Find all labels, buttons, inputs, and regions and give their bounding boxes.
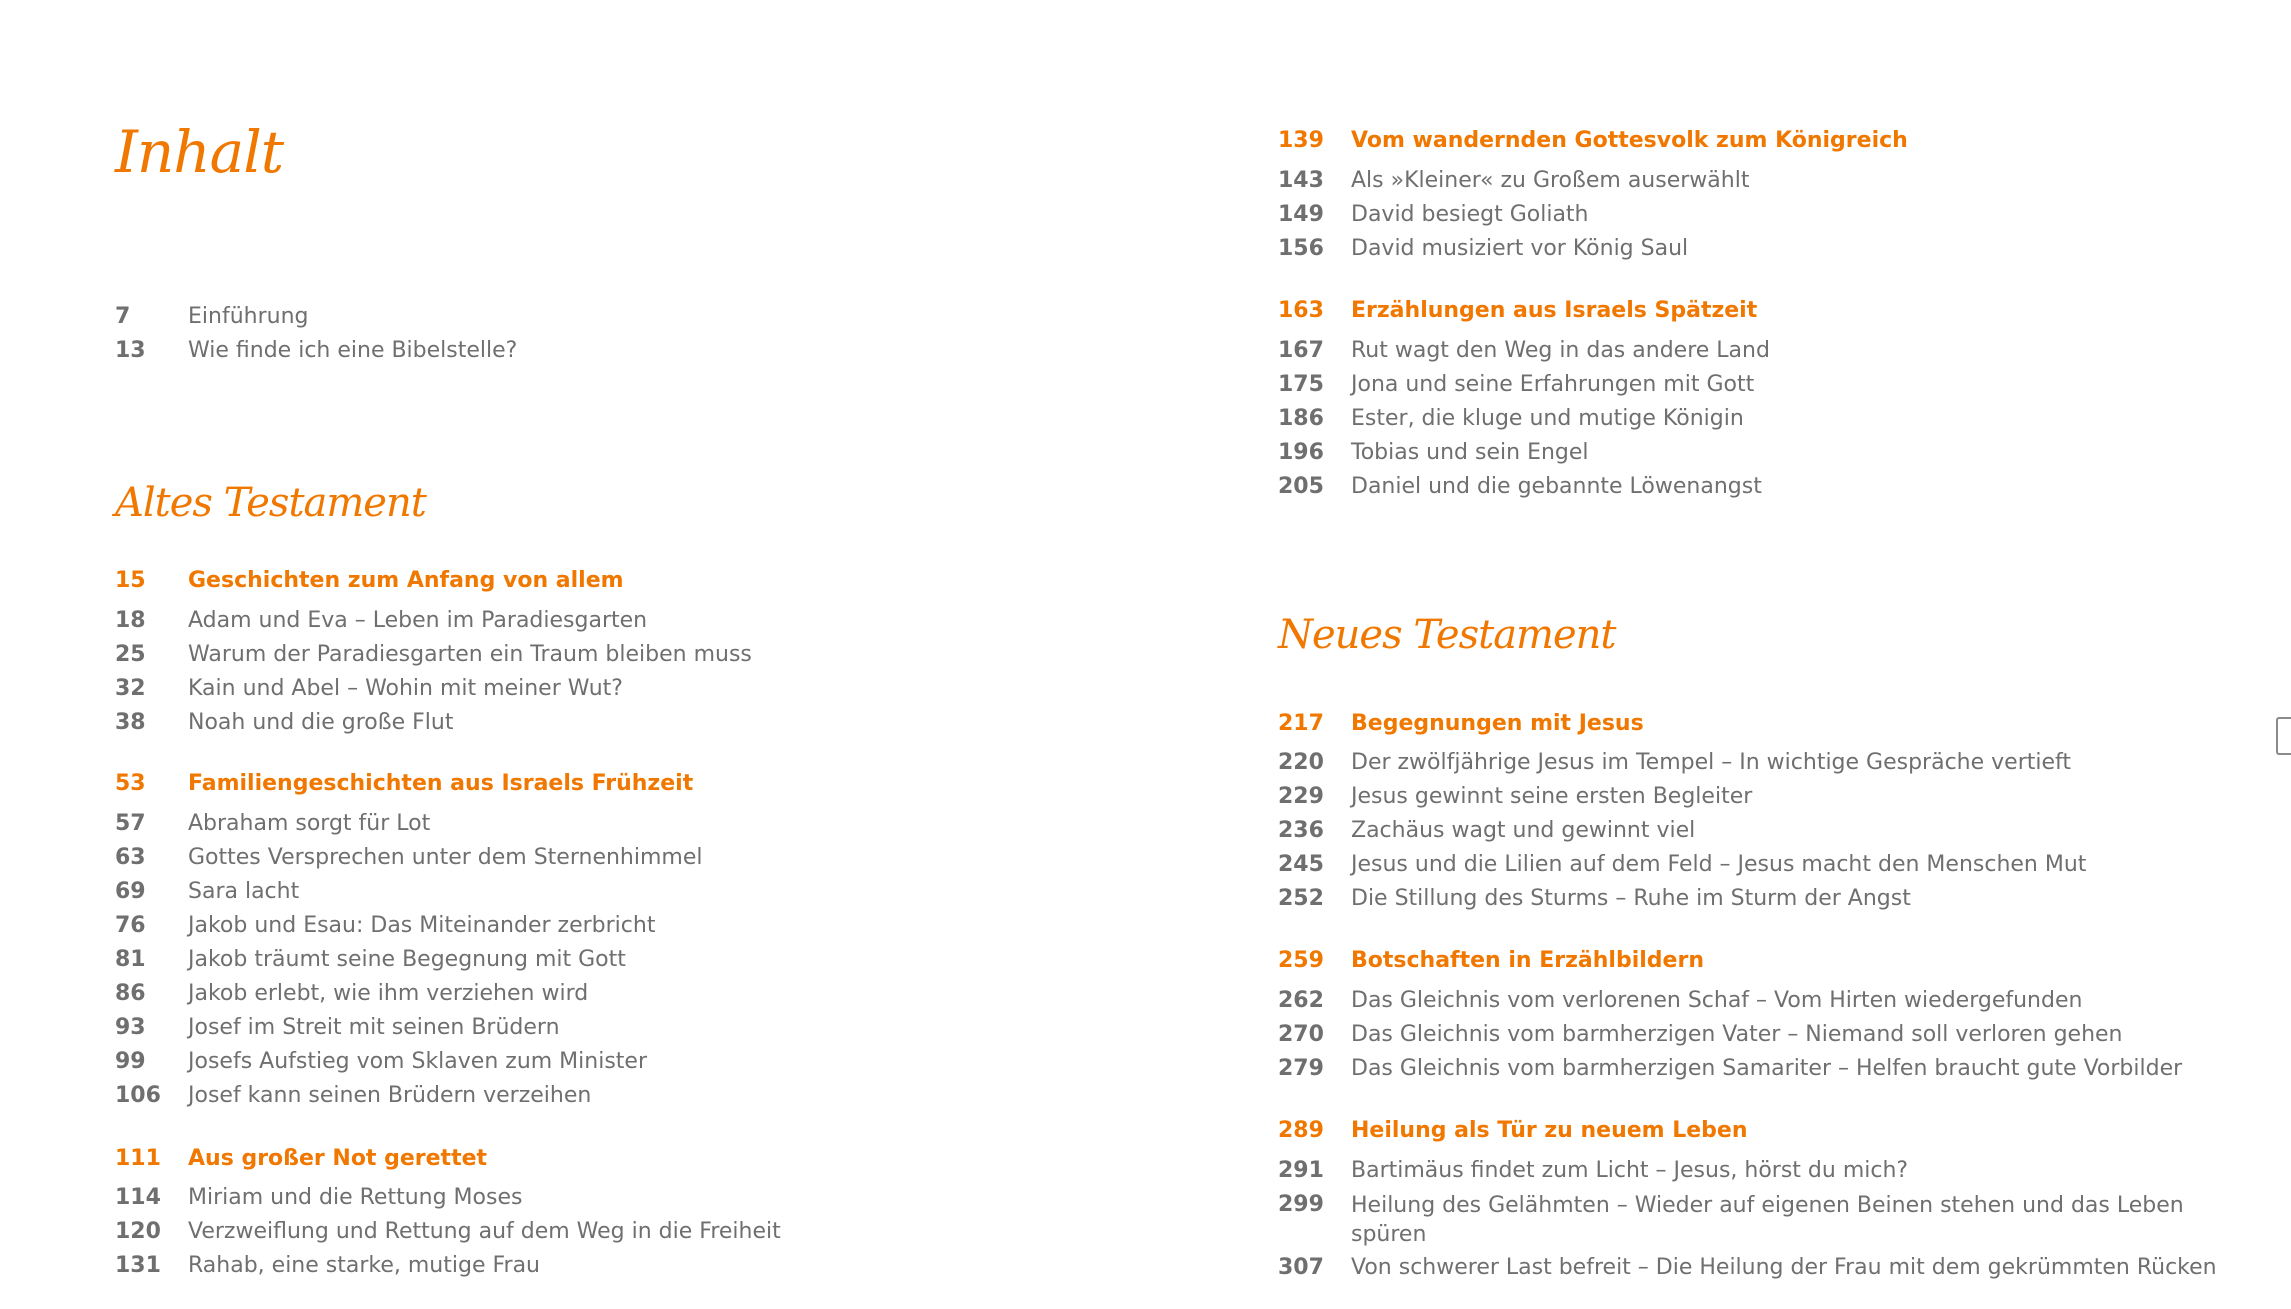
- entry-title: Verzweiflung und Rettung auf dem Weg in die Freiheit: [188, 1219, 781, 1244]
- page-number: 86: [115, 981, 146, 1006]
- entry-title: Der zwölfjährige Jesus im Tempel – In wichtige Gespräche vertieft: [1351, 750, 2072, 775]
- page-number: 76: [115, 913, 146, 938]
- page-edge-tab-icon: [2276, 717, 2291, 755]
- section-title: Botschaften in Erzählbildern: [1351, 948, 1704, 973]
- entry-title: Jesus und die Lilien auf dem Feld – Jesus macht den Menschen Mut: [1351, 852, 2087, 877]
- entry-title: Das Gleichnis vom barmherzigen Samariter – Helfen braucht gute Vorbilder: [1351, 1056, 2183, 1081]
- page-number: 143: [1278, 168, 1324, 193]
- section-title: Vom wandernden Gottesvolk zum Königreich: [1351, 128, 1908, 153]
- entry-title: Als »Kleiner« zu Großem auserwählt: [1351, 168, 1750, 193]
- page-number: 163: [1278, 298, 1324, 323]
- section-title: Erzählungen aus Israels Spätzeit: [1351, 298, 1758, 323]
- page-number: 175: [1278, 372, 1324, 397]
- entry-title: Tobias und sein Engel: [1351, 440, 1589, 465]
- page-number: 270: [1278, 1022, 1324, 1047]
- entry-title: David besiegt Goliath: [1351, 202, 1589, 227]
- page-number: 252: [1278, 886, 1324, 911]
- page-number: 106: [115, 1083, 161, 1108]
- page-number: 289: [1278, 1118, 1324, 1143]
- entry-title: Jesus gewinnt seine ersten Begleiter: [1351, 784, 1753, 809]
- entry-title: Bartimäus findet zum Licht – Jesus, hörst du mich?: [1351, 1158, 1909, 1183]
- entry-title: Jakob und Esau: Das Miteinander zerbricht: [188, 913, 656, 938]
- page-number: 99: [115, 1049, 146, 1074]
- entry-title: Einführung: [188, 304, 309, 329]
- section-title: Aus großer Not gerettet: [188, 1146, 488, 1171]
- page-number: 291: [1278, 1158, 1324, 1183]
- entry-title: Daniel und die gebannte Löwenangst: [1351, 474, 1762, 499]
- entry-title: Josefs Aufstieg vom Sklaven zum Minister: [188, 1049, 648, 1074]
- page-number: 69: [115, 879, 146, 904]
- page-number: 81: [115, 947, 146, 972]
- page-number: 196: [1278, 440, 1324, 465]
- entry-title: Das Gleichnis vom verlorenen Schaf – Vom Hirten wiedergefunden: [1351, 988, 2083, 1013]
- page-title: Inhalt: [115, 118, 284, 186]
- page-number: 279: [1278, 1056, 1324, 1081]
- page-number: 220: [1278, 750, 1324, 775]
- entry-title: Warum der Paradiesgarten ein Traum bleiben muss: [188, 642, 752, 667]
- page-number: 299: [1278, 1192, 1324, 1217]
- page-number: 259: [1278, 948, 1324, 973]
- page-number: 205: [1278, 474, 1324, 499]
- entry-title: Noah und die große Flut: [188, 710, 454, 735]
- section-title: Heilung als Tür zu neuem Leben: [1351, 1118, 1748, 1143]
- entry-title: Josef kann seinen Brüdern verzeihen: [188, 1083, 592, 1108]
- page-number: 53: [115, 771, 146, 796]
- entry-title: Heilung des Gelähmten – Wieder auf eigenen Beinen stehen und das Leben spüren: [1351, 1193, 2184, 1247]
- page-number: 186: [1278, 406, 1324, 431]
- entry-title: Rahab, eine starke, mutige Frau: [188, 1253, 540, 1278]
- entry-title: Miriam und die Rettung Moses: [188, 1185, 523, 1210]
- page-number: 245: [1278, 852, 1324, 877]
- page-number: 15: [115, 568, 146, 593]
- page-number: 13: [115, 338, 146, 363]
- heading-neues-testament: Neues Testament: [1278, 612, 1616, 658]
- page-number: 139: [1278, 128, 1324, 153]
- entry-title: Wie finde ich eine Bibelstelle?: [188, 338, 518, 363]
- page-number: 38: [115, 710, 146, 735]
- page-number: 7: [115, 304, 131, 329]
- page-number: 25: [115, 642, 146, 667]
- page-number: 167: [1278, 338, 1324, 363]
- page-number: 149: [1278, 202, 1324, 227]
- page-number: 32: [115, 676, 146, 701]
- page-number: 217: [1278, 711, 1324, 736]
- page-number: 93: [115, 1015, 146, 1040]
- page-number: 236: [1278, 818, 1324, 843]
- entry-title: Gottes Versprechen unter dem Sternenhimmel: [188, 845, 703, 870]
- entry-title: Sara lacht: [188, 879, 300, 904]
- entry-title: Josef im Streit mit seinen Brüdern: [188, 1015, 560, 1040]
- heading-altes-testament: Altes Testament: [115, 480, 426, 526]
- page-number: 131: [115, 1253, 161, 1278]
- section-title: Familiengeschichten aus Israels Frühzeit: [188, 771, 694, 796]
- entry-title: Jakob erlebt, wie ihm verziehen wird: [188, 981, 589, 1006]
- entry-title: Abraham sorgt für Lot: [188, 811, 431, 836]
- page-number: 307: [1278, 1255, 1324, 1280]
- entry-title: Die Stillung des Sturms – Ruhe im Sturm der Angst: [1351, 886, 1911, 911]
- section-title: Begegnungen mit Jesus: [1351, 711, 1644, 736]
- entry-title: Kain und Abel – Wohin mit meiner Wut?: [188, 676, 623, 701]
- page-number: 114: [115, 1185, 161, 1210]
- page-number: 229: [1278, 784, 1324, 809]
- entry-title: David musiziert vor König Saul: [1351, 236, 1689, 261]
- entry-title: Das Gleichnis vom barmherzigen Vater – Niemand soll verloren gehen: [1351, 1022, 2123, 1047]
- entry-title: Zachäus wagt und gewinnt viel: [1351, 818, 1696, 843]
- entry-title: Ester, die kluge und mutige Königin: [1351, 406, 1744, 431]
- entry-title: Jakob träumt seine Begegnung mit Gott: [188, 947, 626, 972]
- page-number: 156: [1278, 236, 1324, 261]
- entry-title: Jona und seine Erfahrungen mit Gott: [1351, 372, 1755, 397]
- page-number: 57: [115, 811, 146, 836]
- entry-title: Von schwerer Last befreit – Die Heilung der Frau mit dem gekrümmten Rücken: [1351, 1255, 2217, 1280]
- page-number: 111: [115, 1146, 161, 1171]
- page-number: 262: [1278, 988, 1324, 1013]
- page-number: 120: [115, 1219, 161, 1244]
- entry-title: Rut wagt den Weg in das andere Land: [1351, 338, 1770, 363]
- page-number: 18: [115, 608, 146, 633]
- entry-title: Adam und Eva – Leben im Paradiesgarten: [188, 608, 648, 633]
- page-number: 63: [115, 845, 146, 870]
- section-title: Geschichten zum Anfang von allem: [188, 568, 624, 593]
